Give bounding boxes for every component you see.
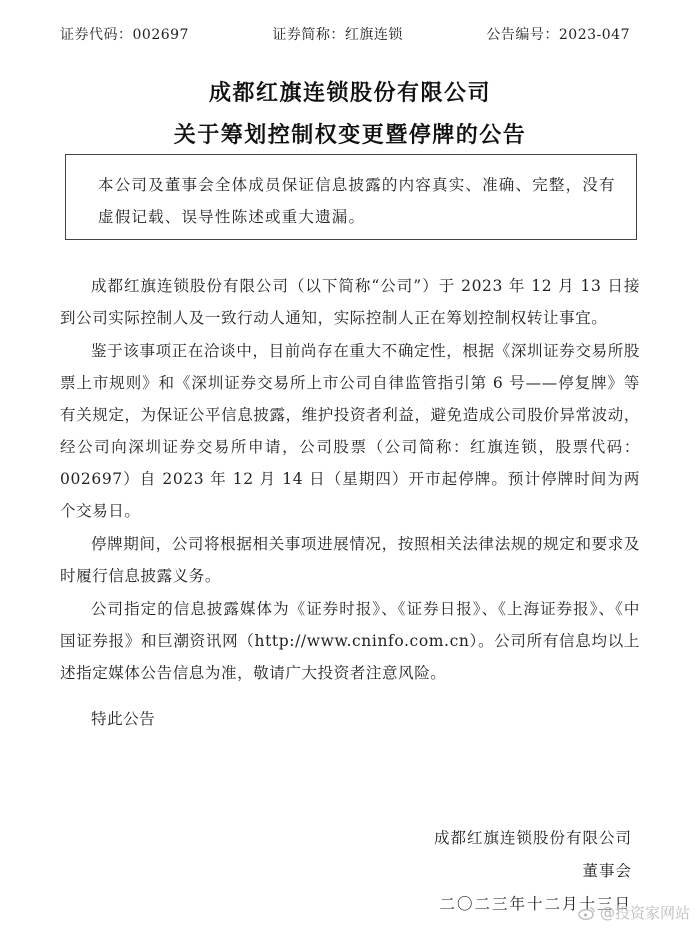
weibo-icon (578, 906, 596, 920)
signature-board: 董事会 (582, 862, 632, 880)
company-title: 成都红旗连锁股份有限公司 (208, 81, 491, 106)
paragraph-4: 公司指定的信息披露媒体为《证券时报》、《证券日报》、《上海证券报》、《中国证券报》和巨潮资讯网（http://www.cninfo.com.cn）。公司所有信息均以上述指定媒体公告信息为准，敬请广大投资者注意风险。 (60, 600, 640, 682)
document-header (60, 24, 630, 44)
paragraph-1: 成都红旗连锁股份有限公司（以下简称“公司”）于 2023 年 12 月 13 日接到公司实际控制人及一致行动人通知，实际控制人正在筹划控制权转让事宜。 (60, 277, 640, 327)
watermark (578, 902, 690, 923)
announcement-number: 公告编号：2023-047 (486, 27, 630, 43)
signature-company: 成都红旗连锁股份有限公司 (433, 829, 632, 847)
stock-abbreviation: 证券简称：红旗连锁 (272, 27, 403, 43)
paragraph-2: 鉴于该事项正在洽谈中，目前尚存在重大不确定性，根据《深圳证券交易所股票上市规则》和《深圳证券交易所上市公司自律监管指引第 6 号——停复牌》等有关规定，为保证公平信息披露，维护投资者利益，避免造成公司股价异常波动，经公司向深圳证券交易所申请，公司股票（公司简称：红旗连锁，股票代码：002697）自 2023 年 12 月 14 日（星期四）开市起停牌。预计停牌时间为两个交易日。 (60, 342, 640, 520)
closing-remark: 特此公告 (91, 710, 156, 728)
announcement-title: 关于筹划控制权变更暨停牌的公告 (173, 123, 527, 148)
signature-date: 二〇二三年十二月十三日 (439, 895, 632, 913)
announcement-body (60, 270, 640, 736)
stock-code: 证券代码：002697 (60, 27, 189, 43)
paragraph-3: 停牌期间，公司将根据相关事项进展情况，按照相关法律法规的规定和要求及时履行信息披露义务。 (60, 535, 640, 585)
watermark-text: @投资家网站 (599, 904, 690, 922)
disclaimer-box: 本公司及董事会全体成员保证信息披露的内容真实、准确、完整，没有虚假记载、误导性陈述或重大遗漏。 (65, 154, 637, 240)
